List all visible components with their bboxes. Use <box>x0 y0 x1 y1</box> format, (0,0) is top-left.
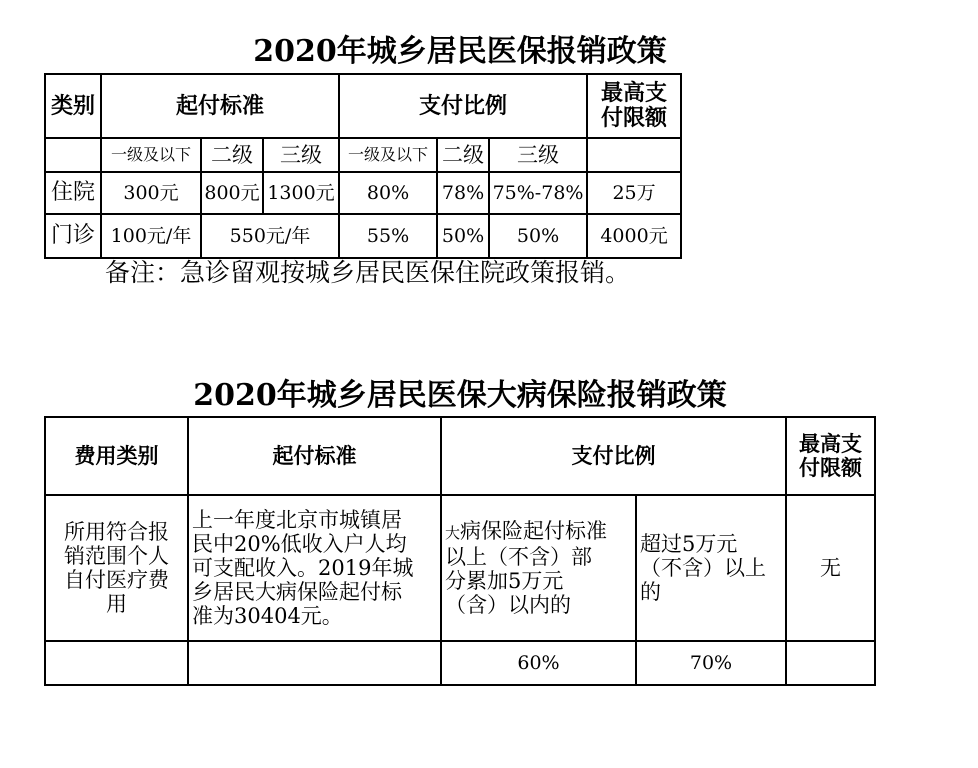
band-over-50k-line: 的 <box>640 580 661 604</box>
max-empty-cell <box>587 138 681 172</box>
band-under-50k-lead: 大 <box>445 524 461 542</box>
deductible-level1: 一级及以下 <box>101 138 201 172</box>
band-under-50k-line: （含）以内的 <box>445 593 571 617</box>
empty-cell <box>45 641 188 685</box>
band-over-50k <box>636 495 786 641</box>
header-ratio: 支付比例 <box>339 74 587 138</box>
empty-cell <box>188 641 441 685</box>
outpatient-ratio-level2: 50% <box>437 214 489 258</box>
inpatient-ratio-level2: 78% <box>437 172 489 214</box>
empty-cell <box>786 641 875 685</box>
expense-category-text <box>45 495 188 641</box>
deductible-line: 民中20%低收入户人均 <box>192 532 407 556</box>
deductible-level2: 二级 <box>201 138 263 172</box>
expense-category-line: 用 <box>106 592 127 616</box>
row-label-outpatient: 门诊 <box>45 214 101 258</box>
header-max-line1: 最高支 <box>601 80 668 106</box>
outpatient-max: 4000元 <box>587 214 681 258</box>
band-under-50k-line: 分累加5万元 <box>445 569 564 593</box>
header-max-line2: 付限额 <box>799 455 862 480</box>
inpatient-deductible-level2: 800元 <box>201 172 263 214</box>
header-category: 类别 <box>45 74 101 138</box>
inpatient-deductible-level3: 1300元 <box>263 172 339 214</box>
expense-category-line: 所用符合报 <box>64 520 169 544</box>
inpatient-deductible-level1: 300元 <box>101 172 201 214</box>
row-label-inpatient: 住院 <box>45 172 101 214</box>
header-max-line1: 最高支 <box>799 431 862 456</box>
ratio-level3: 三级 <box>489 138 587 172</box>
expense-category-line: 销范围个人 <box>64 544 169 568</box>
outpatient-ratio-level3: 50% <box>489 214 587 258</box>
ratio-level2: 二级 <box>437 138 489 172</box>
outpatient-deductible-level1: 100元/年 <box>101 214 201 258</box>
outpatient-deductible-level23: 550元/年 <box>201 214 339 258</box>
table1-title: 2020年城乡居民医保报销政策 <box>253 34 667 69</box>
deductible-level3: 三级 <box>263 138 339 172</box>
band-under-50k-line <box>445 519 635 545</box>
ratio-level1: 一级及以下 <box>339 138 437 172</box>
band-over-50k-line: 超过5万元 <box>640 532 738 556</box>
deductible-line: 可支配收入。2019年城 <box>192 556 414 580</box>
header-deductible: 起付标准 <box>188 417 441 495</box>
inpatient-max: 25万 <box>587 172 681 214</box>
inpatient-ratio-level1: 80% <box>339 172 437 214</box>
band-over-50k-line: （不含）以上 <box>640 556 766 580</box>
deductible-line: 上一年度北京市城镇居 <box>192 508 402 532</box>
band-under-50k-line: 以上（不含）部 <box>445 545 592 569</box>
inpatient-ratio-level3: 75%-78% <box>489 172 587 214</box>
basic-insurance-table <box>44 73 682 259</box>
header-max <box>587 74 681 138</box>
ratio-under-50k: 60% <box>441 641 636 685</box>
header-expense-category: 费用类别 <box>45 417 188 495</box>
header-max-line2: 付限额 <box>601 105 668 131</box>
expense-category-line: 自付医疗费 <box>64 568 169 592</box>
header-deductible: 起付标准 <box>101 74 339 138</box>
band-under-50k-line1: 病保险起付标准 <box>460 519 608 543</box>
level-empty-cell <box>45 138 101 172</box>
band-under-50k <box>441 495 636 641</box>
note-text: 备注：急诊留观按城乡居民医保住院政策报销。 <box>105 258 631 287</box>
deductible-line: 乡居民大病保险起付标 <box>192 580 402 604</box>
header-max <box>786 417 875 495</box>
ratio-over-50k: 70% <box>636 641 786 685</box>
max-value: 无 <box>786 495 875 641</box>
deductible-description <box>188 495 441 641</box>
deductible-line: 准为30404元。 <box>192 604 343 628</box>
critical-illness-table <box>44 416 876 686</box>
header-ratio: 支付比例 <box>441 417 786 495</box>
table2-title: 2020年城乡居民医保大病保险报销政策 <box>193 378 727 413</box>
outpatient-ratio-level1: 55% <box>339 214 437 258</box>
